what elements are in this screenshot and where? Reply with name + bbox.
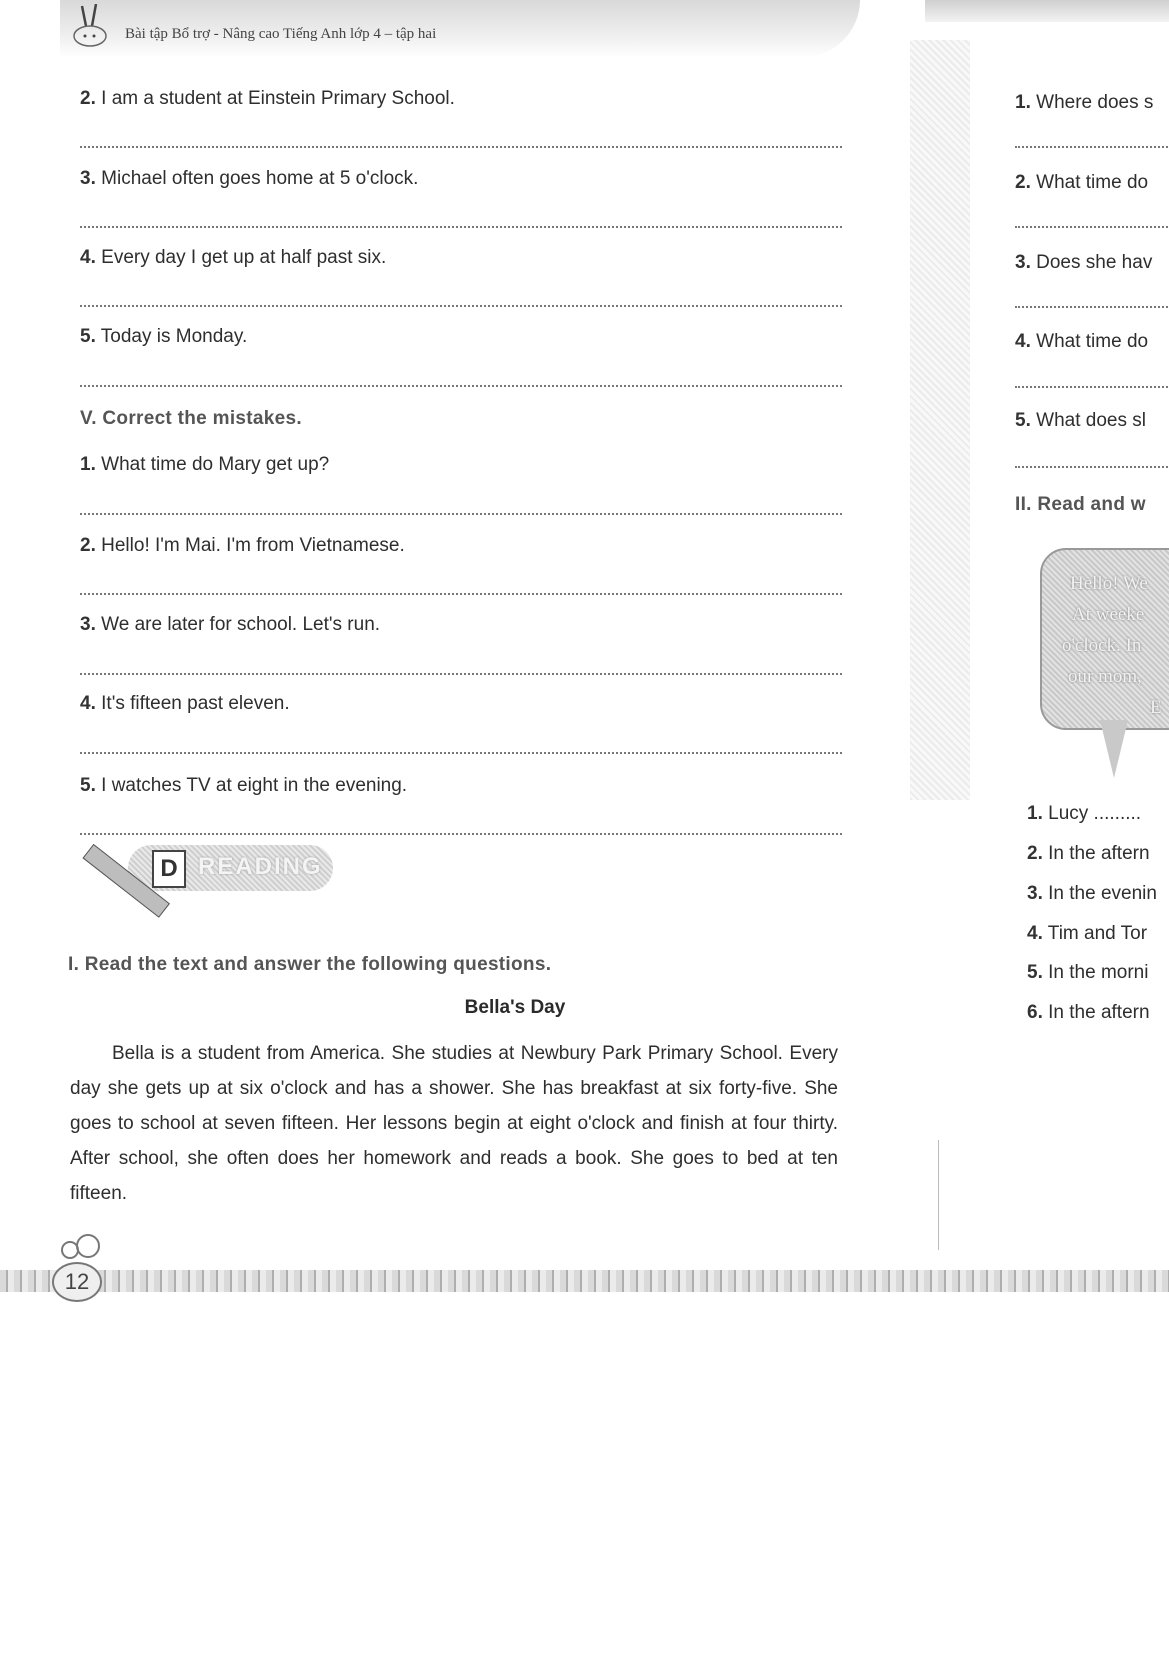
answer-line[interactable] (80, 752, 842, 754)
bunny-icon (70, 4, 116, 50)
question-3: 3. Does she hav (1015, 252, 1153, 273)
gutter-line (938, 1140, 939, 1250)
speech-bubble-text: Hello! We At weeke o'clock. In our mom, E (1062, 573, 1162, 718)
flourish-icon (58, 1232, 104, 1262)
rewrite-item-5: 5. Today is Monday. (80, 326, 248, 347)
correct-item-3: 3. We are later for school. Let's run. (80, 614, 381, 635)
reading-section-label: READING (198, 853, 323, 880)
fill-item-3: 3. In the evenin (1027, 883, 1157, 904)
page-number: 12 (52, 1262, 102, 1302)
page-gutter (910, 40, 970, 800)
section-v-heading: V. Correct the mistakes. (80, 408, 302, 429)
answer-line[interactable] (80, 513, 842, 515)
answer-line[interactable] (80, 385, 842, 387)
rewrite-item-3: 3. Michael often goes home at 5 o'clock. (80, 168, 419, 189)
right-header-banner (925, 0, 1169, 22)
correct-item-4: 4. It's fifteen past eleven. (80, 693, 290, 714)
reading-passage: Bella is a student from America. She studies at Newbury Park Primary School. Every day she gets up at six o'clock and has a shower. She has breakfast at six forty-five. She goes to school at seven fifteen. Her lessons begin at eight o'clock and finish at four thirty. After school, she often does her homework and reads a book. She goes to bed at ten fifteen. (70, 1043, 838, 1204)
answer-line[interactable] (80, 833, 842, 835)
page-header-title: Bài tập Bổ trợ - Nâng cao Tiếng Anh lớp 4 – tập hai (125, 26, 437, 42)
question-2: 2. What time do (1015, 172, 1149, 193)
answer-line[interactable] (80, 673, 842, 675)
answer-line[interactable] (1015, 226, 1169, 228)
answer-line[interactable] (1015, 306, 1169, 308)
reading-section-letter: D (152, 850, 186, 888)
answer-line[interactable] (1015, 466, 1169, 468)
fill-item-4: 4. Tim and Tor (1027, 923, 1148, 944)
fill-item-6: 6. In the aftern (1027, 1002, 1150, 1023)
answer-line[interactable] (80, 593, 842, 595)
answer-line[interactable] (80, 226, 842, 228)
question-5: 5. What does sl (1015, 410, 1146, 431)
correct-item-2: 2. Hello! I'm Mai. I'm from Vietnamese. (80, 535, 405, 556)
answer-line[interactable] (80, 305, 842, 307)
correct-item-5: 5. I watches TV at eight in the evening. (80, 775, 408, 796)
fill-item-2: 2. In the aftern (1027, 843, 1150, 864)
section-ii-heading: II. Read and w (1015, 494, 1146, 515)
correct-item-1: 1. What time do Mary get up? (80, 454, 330, 475)
fill-item-5: 5. In the morni (1027, 962, 1149, 983)
fill-item-1: 1. Lucy ......... (1027, 803, 1142, 824)
answer-line[interactable] (1015, 386, 1169, 388)
speech-bubble-tail (1100, 720, 1128, 778)
section-i-heading: I. Read the text and answer the following questions. (68, 954, 552, 975)
question-4: 4. What time do (1015, 331, 1149, 352)
answer-line[interactable] (1015, 146, 1169, 148)
footer-border (0, 1270, 1169, 1292)
rewrite-item-4: 4. Every day I get up at half past six. (80, 247, 387, 268)
passage-title: Bella's Day (464, 997, 566, 1018)
question-1: 1. Where does s (1015, 92, 1154, 113)
answer-line[interactable] (80, 146, 842, 148)
rewrite-item-2: 2. I am a student at Einstein Primary School. (80, 88, 455, 109)
